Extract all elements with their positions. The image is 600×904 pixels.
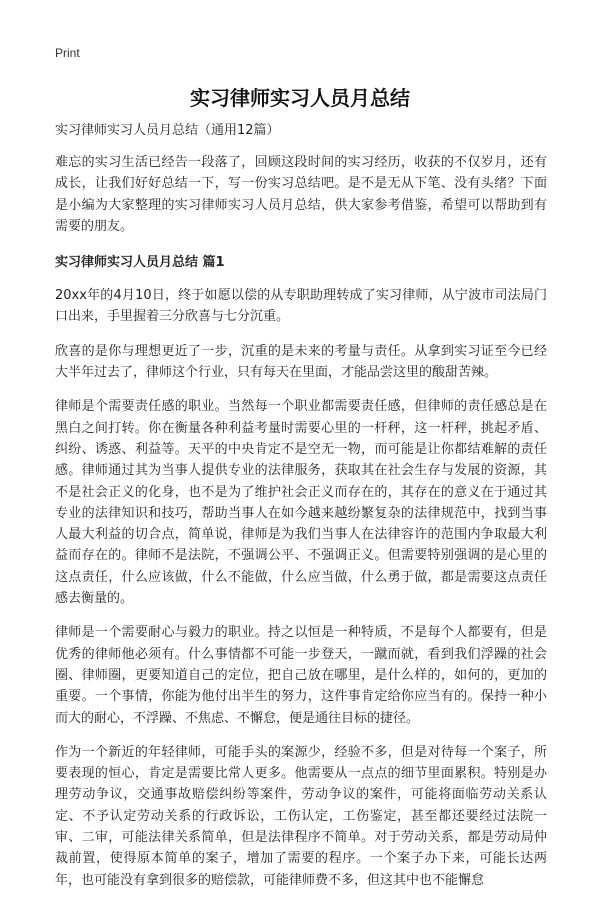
document-title: 实习律师实习人员月总结 xyxy=(190,86,410,110)
document-body xyxy=(55,121,547,904)
paragraph: 作为一个新近的年轻律师，可能手头的案源少，经验不多，但是对待每一个案子，所要表现的恒心，肯定是需要比常人更多。他需要从一点点的细节里面累积。特别是办理劳动争议，交通事故赔偿纠纷等案件，劳动争议的案件，可能将面临劳动关系认定、不予认定劳动关系的行政诉讼，工伤认定，工伤鉴定，甚至都还要经过法院一审、二审，可能法律关系简单，但是法律程序不简单。对于劳动关系，都是劳动局仲裁前置，使得原本简单的案子，增加了需要的程序。一个案子办下来，可能长达两年，也可能没有拿到很多的赔偿款，可能律师费不多，但这其中也不能懈怠 xyxy=(55,744,547,888)
paragraph: 律师是个需要责任感的职业。当然每一个职业都需要责任感，但律师的责任感总是在黑白之间打转。你在衡量各种利益考量时需要心里的一杆秤，这一杆秤，挑起矛盾、纠纷、诱惑、利益等。天平的中央肯定不是空无一物，而可能是让你都结难解的责任感。律师通过其为当事人提供专业的法律服务，获取其在社会生存与发展的资源，其不是社会正义的化身，也不是为了维护社会正义而存在的，其存在的意义在于通过其专业的法律知识和技巧，帮助当事人在如今越来越纷繁复杂的法律规范中，找到当事人最大利益的切合点，简单说，律师是为我们当事人在法律容许的范围内争取最大利益而存在的。律师不是法院，不强调公平、不强调正义。但需要特别强调的是心里的这点责任，什么应该做，什么不能做，什么应当做，什么勇于做，都是需要这点责任感去衡量的。 xyxy=(55,399,547,607)
paragraph: 欣喜的是你与理想更近了一步，沉重的是未来的考量与责任。从拿到实习证至今已经大半年过去了，律师这个行业，只有每天在里面，才能品尝这里的酸甜苦辣。 xyxy=(55,343,547,381)
print-link[interactable]: Print xyxy=(55,46,80,60)
intro-paragraph: 难忘的实习生活已经告一段落了，回顾这段时间的实习经历，收获的不仅岁月，还有成长，让我们好好总结一下，写一份实习总结吧。是不是无从下笔、没有头绪？下面是小编为大家整理的实习律师实习人员月总结，供大家参考借鉴，希望可以帮助到有需要的朋友。 xyxy=(55,155,547,234)
paragraph: 20xx年的4月10日，终于如愿以偿的从专职助理转成了实习律师，从宁波市司法局门口出来，手里握着三分欣喜与七分沉重。 xyxy=(55,288,547,325)
document-subtitle: 实习律师实习人员月总结（通用12篇） xyxy=(55,123,280,138)
paragraph: 律师是一个需要耐心与毅力的职业。持之以恒是一种特质，不是每个人都要有，但是优秀的律师他必须有。什么事情都不可能一步登天，一蹴而就，看到我们浮躁的社会圈、律师圈，更要知道自己的定位，把自己放在哪里，是什么样的，如何的，更加的重要。一个事情，你能为他付出半生的努力，这件事肯定给你应当有的。保持一种小而大的耐心，不浮躁、不焦虑、不懈怠，便是通往目标的捷径。 xyxy=(55,625,547,726)
section-heading: 实习律师实习人员月总结 篇1 xyxy=(55,255,225,271)
